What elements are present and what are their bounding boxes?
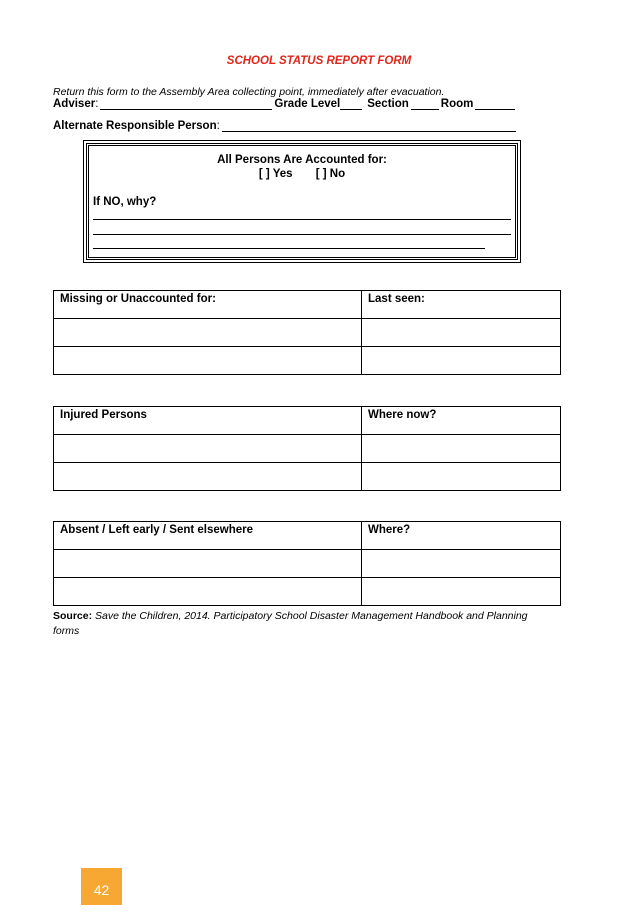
table-header-row: [54, 407, 561, 435]
table-cell[interactable]: [362, 347, 561, 375]
no-checkbox[interactable]: [ ] No: [315, 168, 346, 180]
table-header-row: [54, 522, 561, 550]
form-title: SCHOOL STATUS REPORT FORM: [226, 55, 412, 67]
table-row: [54, 347, 561, 375]
section-label: Section: [367, 98, 409, 110]
source-text: Save the Children, 2014. Participatory School Disaster Management Handbook and Planning forms: [53, 610, 528, 637]
table-cell[interactable]: [362, 578, 561, 606]
last-seen-header: Last seen:: [362, 291, 561, 319]
table-cell[interactable]: [362, 319, 561, 347]
grade-level-field[interactable]: [340, 99, 362, 110]
injured-table: [53, 406, 561, 491]
table-cell[interactable]: [362, 435, 561, 463]
room-label: Room: [440, 98, 474, 110]
table-cell[interactable]: [362, 463, 561, 491]
table-cell[interactable]: [54, 347, 362, 375]
absent-header: Absent / Left early / Sent elsewhere: [54, 522, 362, 550]
alternate-field[interactable]: [222, 121, 516, 132]
table-header-row: [54, 291, 561, 319]
source-note: [53, 609, 543, 639]
where-now-header: Where now?: [362, 407, 561, 435]
why-line-2[interactable]: [93, 234, 511, 235]
table-cell[interactable]: [54, 550, 362, 578]
accounted-options: [89, 168, 515, 180]
why-line-1[interactable]: [93, 219, 511, 220]
absent-table: [53, 521, 561, 606]
table-row: [54, 578, 561, 606]
accounted-question: All Persons Are Accounted for:: [217, 154, 387, 166]
form-instruction: Return this form to the Assembly Area collecting point, immediately after evacuation.: [53, 86, 445, 98]
table-cell[interactable]: [54, 319, 362, 347]
room-field[interactable]: [475, 99, 515, 110]
table-row: [54, 435, 561, 463]
table-row: [54, 463, 561, 491]
source-label: Source:: [53, 610, 93, 622]
table-cell[interactable]: [362, 550, 561, 578]
yes-checkbox[interactable]: [ ] Yes: [258, 168, 293, 180]
adviser-label: Adviser: [53, 98, 96, 110]
missing-table: [53, 290, 561, 375]
where-header: Where?: [362, 522, 561, 550]
adviser-row: Adviser : Grade Level Section Room: [53, 98, 517, 110]
table-row: [54, 550, 561, 578]
section-field[interactable]: [411, 99, 439, 110]
accounted-box: [86, 143, 518, 260]
why-line-3[interactable]: [93, 248, 485, 249]
missing-header: Missing or Unaccounted for:: [54, 291, 362, 319]
why-label: If NO, why?: [93, 196, 157, 208]
table-cell[interactable]: [54, 578, 362, 606]
table-cell[interactable]: [54, 435, 362, 463]
grade-level-label: Grade Level: [274, 98, 341, 110]
table-row: [54, 319, 561, 347]
adviser-field[interactable]: [100, 99, 272, 110]
page-number-badge: 42: [81, 868, 122, 905]
alternate-label: Alternate Responsible Person: [53, 120, 217, 132]
table-cell[interactable]: [54, 463, 362, 491]
injured-header: Injured Persons: [54, 407, 362, 435]
alternate-row: Alternate Responsible Person :: [53, 120, 518, 132]
